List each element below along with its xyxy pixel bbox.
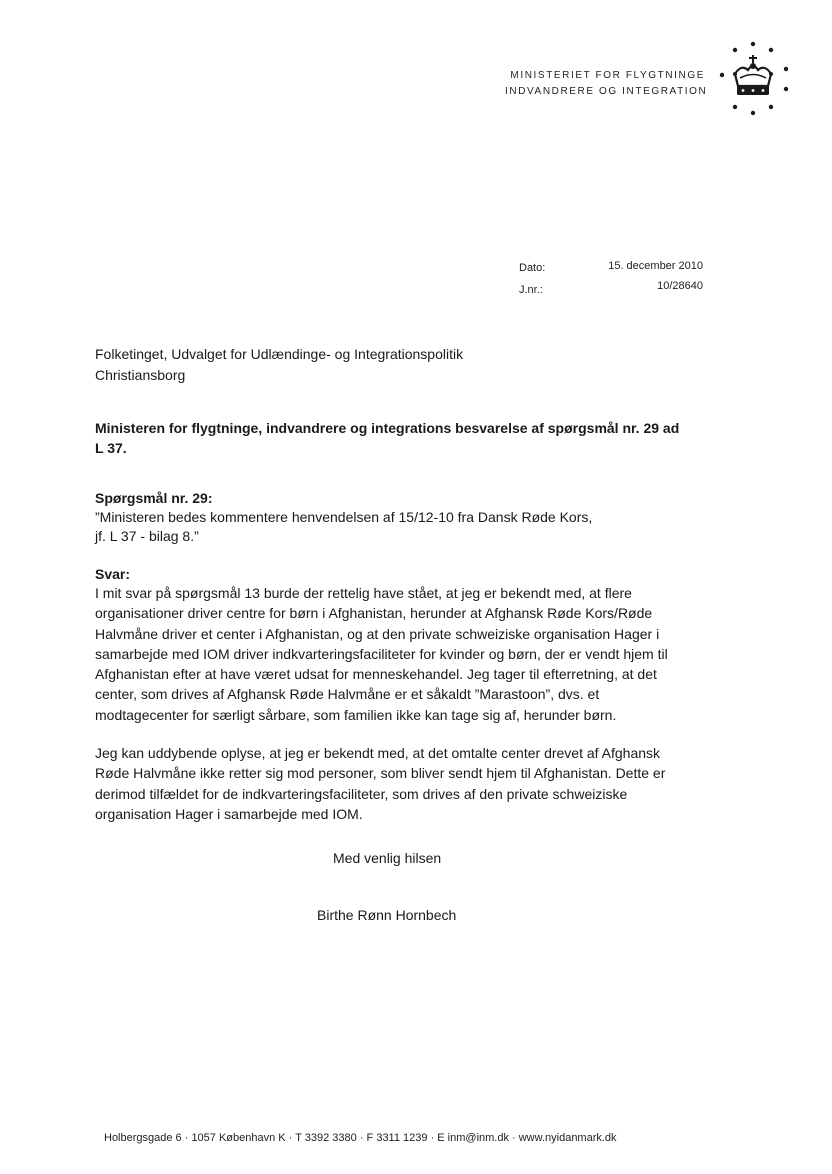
answer-paragraph-1: I mit svar på spørgsmål 13 burde der rettelig have stået, at jeg er bekendt med, at flere organisationer driver centre for børn i Afghanistan, herunder at Afghansk Røde Kors/Røde Halvmåne driver et center i Afghanistan, og at den private schweiziske organisation Hager i samarbejde med IOM driver indkvarteringsfaciliteter for kvinder og børn, der er vendt hjem til Afghanistan efter at have været udsat for menneskehandel. Jeg tager til efterretning, at det center, som drives af Afghansk Røde Halvmåne er et såkaldt ”Marastoon”, dvs. et modtagecenter for særligt sårbare, som familien ikke kan tage sig af, herunder børn.	[95, 585, 668, 723]
signature-name: Birthe Rønn Hornbech	[317, 907, 457, 923]
footer-contact: Holbergsgade 6 · 1057 København K · T 3392 3380 · F 3311 1239 · E inm@inm.dk · www.nyidanmark.dk	[104, 1132, 617, 1144]
recipient-address	[95, 344, 463, 386]
reference-label: J.nr.:	[519, 284, 543, 296]
ministry-name	[505, 68, 708, 100]
date-label: Dato:	[519, 262, 546, 274]
answer-paragraph-2: Jeg kan uddybende oplyse, at jeg er bekendt med, at det omtalte center drevet af Afghansk Røde Halvmåne ikke retter sig mod personer, som bliver sendt hjem til Afghanistan. Dette er derimod tilfældet for de indkvarteringsfaciliteter, som drives af den private schweiziske organisation Hager i samarbejde med IOM.	[95, 745, 666, 822]
answer-heading: Svar:	[95, 566, 131, 582]
date-value: 15. december 2010	[608, 260, 703, 272]
question-line1: ”Ministeren bedes kommentere henvendelsen af 15/12-10 fra Dansk Røde Kors,	[95, 509, 593, 525]
ministry-name-line2: INDVANDRERE OG INTEGRATION	[505, 86, 708, 97]
recipient-line1: Folketinget, Udvalget for Udlændinge- og Integrationspolitik	[95, 346, 464, 362]
question-text	[95, 508, 655, 546]
reference-value: 10/28640	[657, 280, 703, 292]
royal-crown-icon	[718, 40, 792, 120]
ministry-name-line1: MINISTERIET FOR FLYGTNINGE	[510, 70, 705, 81]
letter-subject: Ministeren for flygtninge, indvandrere og integrations besvarelse af spørgsmål nr. 29 ad L 37.	[95, 420, 680, 456]
question-line2: jf. L 37 - bilag 8.”	[95, 528, 199, 544]
recipient-line2: Christiansborg	[95, 367, 186, 383]
question-heading: Spørgsmål nr. 29:	[95, 490, 213, 506]
closing-greeting: Med venlig hilsen	[333, 850, 442, 866]
